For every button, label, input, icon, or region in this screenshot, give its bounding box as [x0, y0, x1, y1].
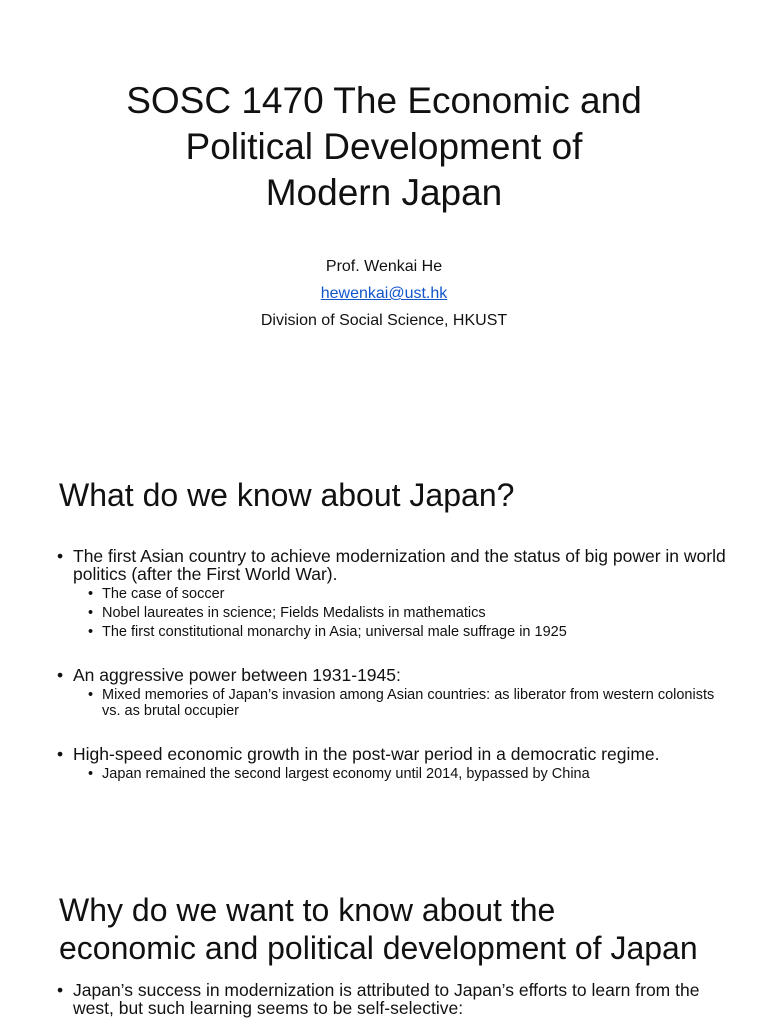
- slide-heading-line: economic and political development of Japan: [59, 930, 698, 966]
- bullet-item: [56, 745, 728, 782]
- bullet-text: High-speed economic growth in the post-war period in a democratic regime.: [73, 744, 660, 764]
- slide-heading-line: Why do we want to know about the: [59, 892, 556, 928]
- slide-heading: [59, 891, 698, 967]
- sub-bullet-item: • The first constitutional monarchy in Asia; universal male suffrage in 1925: [85, 624, 728, 640]
- course-title-line: SOSC 1470 The Economic and: [126, 80, 642, 121]
- sub-bullet-item: • The case of soccer: [85, 586, 728, 602]
- course-title-line: Modern Japan: [265, 172, 503, 213]
- sub-bullet-item: • Nobel laureates in science; Fields Medalists in mathematics: [85, 605, 728, 621]
- professor-name: Prof. Wenkai He: [325, 258, 443, 275]
- bullet-list: [56, 547, 728, 785]
- bullet-list: [56, 981, 728, 1017]
- course-title: [0, 78, 768, 216]
- course-title-line: Political Development of: [185, 126, 583, 167]
- author-block: [0, 253, 768, 334]
- slide-why-know: [0, 880, 768, 1024]
- division-name: Division of Social Science, HKUST: [260, 312, 508, 329]
- sub-bullet-list: [73, 766, 728, 782]
- slide-heading: What do we know about Japan?: [59, 477, 515, 513]
- sub-bullet-item: • Mixed memories of Japan’s invasion among Asian countries: as liberator from western colonists vs. as brutal occupier: [85, 687, 728, 719]
- sub-bullet-item: • Japan remained the second largest economy until 2014, bypassed by China: [85, 766, 728, 782]
- bullet-text: An aggressive power between 1931-1945:: [73, 665, 401, 685]
- bullet-item: [56, 666, 728, 719]
- sub-bullet-list: [73, 687, 728, 719]
- bullet-item: [56, 547, 728, 640]
- slide-title: [0, 0, 768, 440]
- sub-bullet-list: [73, 586, 728, 640]
- email-link[interactable]: hewenkai@ust.hk: [320, 285, 448, 302]
- bullet-item: [56, 981, 728, 1017]
- bullet-text: The first Asian country to achieve modernization and the status of big power in world politics (after the First World War).: [73, 546, 726, 584]
- bullet-text: Japan’s success in modernization is attributed to Japan’s efforts to learn from the west, but such learning seems to be self-selective:: [73, 980, 700, 1018]
- slide-what-we-know: [0, 462, 768, 862]
